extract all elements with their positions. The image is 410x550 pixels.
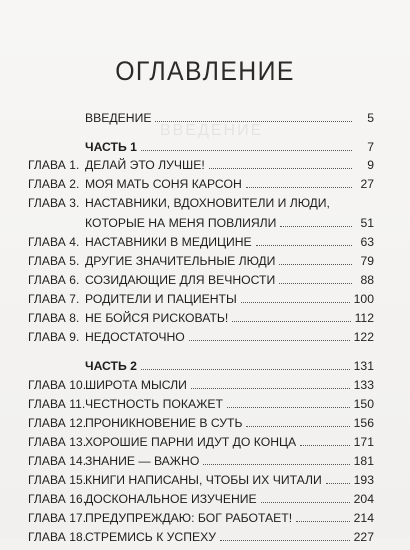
toc-entry-title: [85, 511, 374, 525]
toc-entry-chapter-7: [28, 292, 374, 312]
dot-leader: [279, 264, 352, 265]
toc-entry-part-2: [28, 359, 374, 379]
page-number: 79: [360, 254, 374, 268]
page-number: 131: [353, 359, 374, 373]
entry-text: ДОСКОНАЛЬНОЕ ИЗУЧЕНИЕ: [85, 492, 257, 506]
toc-entry-title: [85, 177, 374, 191]
entry-text: ЧАСТЬ 1: [85, 140, 137, 154]
page-number: 122: [353, 330, 374, 344]
toc-entry-chapter-5: [28, 254, 374, 274]
entry-text: ЧАСТЬ 2: [85, 359, 137, 373]
toc-entry-title: [85, 235, 374, 249]
toc-entry-chapter-14: [28, 454, 374, 474]
dot-leader: [232, 321, 350, 322]
entry-text: ПРОНИКНОВЕНИЕ В СУТЬ: [85, 416, 243, 430]
toc-entry-title: [85, 359, 374, 373]
page-number: 204: [353, 492, 374, 506]
dot-leader: [220, 540, 350, 541]
toc-entry-title: [85, 216, 374, 230]
toc-entry-title: [85, 111, 374, 125]
toc-entry-title: [85, 378, 374, 392]
chapter-label: ГЛАВА 18.: [28, 530, 87, 544]
toc-entry-chapter-4: [28, 235, 374, 255]
chapter-label: ГЛАВА 13.: [28, 435, 87, 449]
toc-entry-chapter-15: [28, 473, 374, 493]
dot-leader: [141, 150, 352, 151]
page-number: 9: [367, 158, 374, 172]
page-number: 214: [353, 511, 374, 525]
chapter-label: ГЛАВА 6.: [28, 273, 80, 287]
dot-leader: [241, 302, 350, 303]
dot-leader: [227, 407, 350, 408]
chapter-label: ГЛАВА 16.: [28, 492, 87, 506]
dot-leader: [155, 121, 352, 122]
dot-leader: [191, 388, 350, 389]
toc-entry-chapter-2: [28, 177, 374, 197]
entry-text: КНИГИ НАПИСАНЫ, ЧТОБЫ ИХ ЧИТАЛИ: [85, 473, 322, 487]
chapter-label: ГЛАВА 8.: [28, 311, 80, 325]
toc-entry-title: [85, 530, 374, 544]
page-number: 193: [353, 473, 374, 487]
entry-text: ПРЕДУПРЕЖДАЮ: БОГ РАБОТАЕТ!: [85, 511, 293, 525]
entry-text: ХОРОШИЕ ПАРНИ ИДУТ ДО КОНЦА: [85, 435, 297, 449]
entry-text: НАСТАВНИКИ В МЕДИЦИНЕ: [85, 235, 252, 249]
toc-entry-chapter-16: [28, 492, 374, 512]
toc-entry-chapter-1: [28, 158, 374, 178]
entry-text: ВВЕДЕНИЕ: [85, 111, 152, 125]
chapter-label: ГЛАВА 1.: [28, 158, 80, 172]
toc-entry-chapter-6: [28, 273, 374, 293]
dot-leader: [246, 426, 349, 427]
entry-text: РОДИТЕЛИ И ПАЦИЕНТЫ: [85, 292, 237, 306]
page-number: 51: [360, 216, 374, 230]
entry-text: КОТОРЫЕ НА МЕНЯ ПОВЛИЯЛИ: [85, 216, 277, 230]
chapter-label: ГЛАВА 3.: [28, 196, 80, 210]
toc-entry-title: [85, 473, 374, 487]
chapter-label: ГЛАВА 7.: [28, 292, 80, 306]
entry-text-line1: НАСТАВНИКИ, ВДОХНОВИТЕЛИ И ЛЮДИ,: [85, 196, 330, 210]
toc-entry-title: [85, 140, 374, 154]
chapter-label: ГЛАВА 12.: [28, 416, 87, 430]
chapter-label: ГЛАВА 4.: [28, 235, 80, 249]
toc-entry-chapter-17: [28, 511, 374, 531]
dot-leader: [256, 245, 352, 246]
dot-leader: [296, 521, 350, 522]
toc-entry-chapter-3: [28, 216, 374, 236]
toc-entry-chapter-8: [28, 311, 374, 331]
chapter-label: ГЛАВА 11.: [28, 397, 86, 411]
page-number: 156: [353, 416, 374, 430]
entry-text: ДЕЛАЙ ЭТО ЛУЧШЕ!: [85, 158, 205, 172]
entry-text: СТРЕМИСЬ К УСПЕХУ: [85, 530, 216, 544]
toc-entry-title: [85, 311, 374, 325]
page-number: 63: [360, 235, 374, 249]
page-number: 133: [353, 378, 374, 392]
page-number: 112: [354, 311, 374, 325]
page-number: 88: [360, 273, 374, 287]
chapter-label: ГЛАВА 5.: [28, 254, 80, 268]
dot-leader: [209, 168, 352, 169]
page-number: 181: [353, 454, 374, 468]
entry-text: ЗНАНИЕ — ВАЖНО: [85, 454, 200, 468]
toc-entry-chapter-13: [28, 435, 374, 455]
page-number: 150: [353, 397, 374, 411]
entry-text: ШИРОТА МЫСЛИ: [85, 378, 187, 392]
toc-entry-title: [85, 158, 374, 172]
toc-entry-chapter-10: [28, 378, 374, 398]
chapter-label: ГЛАВА 10.: [28, 378, 87, 392]
dot-leader: [326, 483, 350, 484]
page-number: 27: [360, 177, 374, 191]
toc-entry-chapter-9: [28, 330, 374, 350]
entry-text: ЧЕСТНОСТЬ ПОКАЖЕТ: [85, 397, 223, 411]
dot-leader: [246, 187, 352, 188]
toc-entry-chapter-3-line1: [28, 196, 374, 216]
page-number: 5: [367, 111, 374, 125]
chapter-label: ГЛАВА 2.: [28, 177, 80, 191]
dot-leader: [280, 226, 352, 227]
toc-entry-title: [85, 273, 374, 287]
dot-leader: [279, 283, 352, 284]
toc-entry-title: [85, 330, 374, 344]
toc-entry-chapter-11: [28, 397, 374, 417]
page-number: 100: [353, 292, 374, 306]
toc-entry-title: [85, 397, 374, 411]
chapter-label: ГЛАВА 17.: [28, 511, 87, 525]
chapter-label: ГЛАВА 14.: [28, 454, 87, 468]
toc-entry-title: [85, 435, 374, 449]
dot-leader: [203, 464, 349, 465]
page-number: 227: [353, 530, 374, 544]
dot-leader: [141, 369, 350, 370]
toc-entry-chapter-18: [28, 530, 374, 550]
toc-entry-intro: [28, 111, 374, 131]
toc-entry-title: [85, 416, 374, 430]
show-through-text: ВВЕДЕНИЕ: [160, 122, 264, 139]
entry-text: СОЗИДАЮЩИЕ ДЛЯ ВЕЧНОСТИ: [85, 273, 276, 287]
entry-text: НЕ БОЙСЯ РИСКОВАТЬ!: [85, 311, 229, 325]
entry-text: НЕДОСТАТОЧНО: [85, 330, 185, 344]
toc-entry-title: [85, 454, 374, 468]
chapter-label: ГЛАВА 15.: [28, 473, 87, 487]
toc-entry-title: [85, 254, 374, 268]
entry-text: МОЯ МАТЬ СОНЯ КАРСОН: [85, 177, 242, 191]
page-title: ОГЛАВЛЕНИЕ: [115, 56, 295, 86]
page-number: 171: [353, 435, 374, 449]
toc-entry-part-1: [28, 140, 374, 160]
dot-leader: [300, 445, 349, 446]
toc-entry-title: [85, 292, 374, 306]
chapter-label: ГЛАВА 9.: [28, 330, 80, 344]
toc-entry-title: [85, 492, 374, 506]
dot-leader: [261, 502, 350, 503]
dot-leader: [189, 340, 350, 341]
toc-entry-chapter-12: [28, 416, 374, 436]
entry-text: ДРУГИЕ ЗНАЧИТЕЛЬНЫЕ ЛЮДИ: [85, 254, 276, 268]
page-number: 7: [367, 140, 374, 154]
